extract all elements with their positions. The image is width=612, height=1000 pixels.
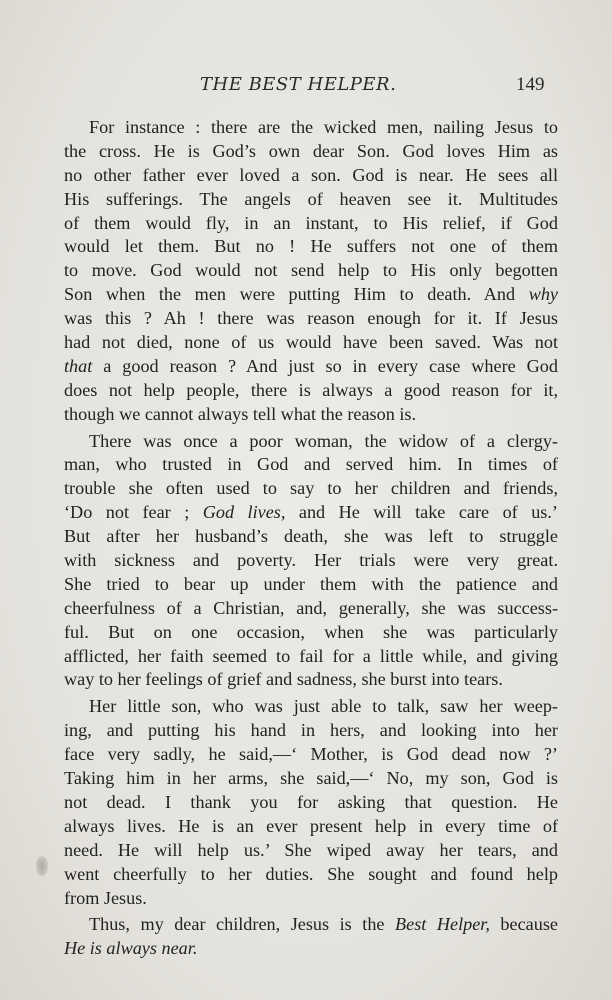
text-line: of them would fly, in an instant, to His relief, if God bbox=[64, 212, 558, 233]
text-line: way to her feelings of grief and sadness, she burst into tears. bbox=[64, 669, 503, 690]
text-line: face very sadly, he said,—‘ Mother, is God dead now ?’ bbox=[64, 744, 558, 765]
text-line: Her little son, who was just able to talk, saw her weep- bbox=[89, 696, 558, 717]
text-line: though we cannot always tell what the reason is. bbox=[64, 403, 417, 424]
page-header bbox=[0, 74, 612, 98]
text-line: not dead. I thank you for asking that question. He bbox=[64, 791, 558, 812]
text-line: to move. God would not send help to His only begotten bbox=[64, 260, 558, 281]
running-title: THE BEST HELPER. bbox=[200, 74, 397, 95]
text-line: afflicted, her faith seemed to fail for a little while, and giving bbox=[64, 645, 558, 666]
text-line: always lives. He is an ever present help in every time of bbox=[64, 815, 558, 836]
text-line: trouble she often used to say to her children and friends, bbox=[64, 478, 558, 499]
text-line: Taking him in her arms, she said,—‘ No, my son, God is bbox=[64, 768, 558, 789]
text-line: that a good reason ? And just so in every case where God bbox=[64, 355, 558, 376]
ink-blot bbox=[36, 856, 48, 876]
text-line: from Jesus. bbox=[64, 887, 147, 908]
text-line: no other father ever loved a son. God is near. He sees all bbox=[64, 164, 558, 185]
text-line: There was once a poor woman, the widow of a clergy- bbox=[89, 430, 558, 451]
text-line: the cross. He is God’s own dear Son. God loves Him as bbox=[64, 140, 558, 161]
paragraph bbox=[64, 430, 558, 693]
text-line: need. He will help us.’ She wiped away her tears, and bbox=[64, 839, 558, 860]
body-text bbox=[64, 116, 558, 961]
text-line: For instance : there are the wicked men, nailing Jesus to bbox=[89, 117, 558, 137]
text-line: would let them. But no ! He suffers not one of them bbox=[64, 236, 558, 257]
text-line: cheerfulness of a Christian, and, generally, she was success- bbox=[64, 597, 558, 618]
text-line: Thus, my dear children, Jesus is the Best Helper, because bbox=[89, 914, 558, 935]
text-line: with sickness and poverty. Her trials were very great. bbox=[64, 550, 558, 571]
text-line: She tried to bear up under them with the patience and bbox=[64, 573, 558, 594]
text-line: But after her husband’s death, she was left to struggle bbox=[64, 526, 558, 547]
text-line: went cheerfully to her duties. She sought and found help bbox=[64, 863, 558, 884]
text-line: does not help people, there is always a good reason for it, bbox=[64, 379, 558, 400]
text-line: He is always near. bbox=[64, 938, 198, 959]
text-line: ing, and putting his hand in hers, and looking into her bbox=[64, 720, 558, 741]
text-line: had not died, none of us would have been saved. Was not bbox=[64, 332, 558, 353]
text-line: was this ? Ah ! there was reason enough for it. If Jesus bbox=[64, 308, 558, 329]
text-line: ‘Do not fear ; God lives, and He will take care of us.’ bbox=[64, 502, 558, 523]
paragraph bbox=[64, 695, 558, 910]
text-line: man, who trusted in God and served him. In times of bbox=[64, 454, 558, 475]
text-line: Son when the men were putting Him to death. And why bbox=[64, 284, 558, 305]
text-line: ful. But on one occasion, when she was particularly bbox=[64, 621, 558, 642]
page-number: 149 bbox=[516, 74, 545, 95]
paragraph bbox=[64, 913, 558, 961]
text-line: His sufferings. The angels of heaven see it. Multitudes bbox=[64, 188, 558, 209]
paragraph bbox=[64, 116, 558, 427]
